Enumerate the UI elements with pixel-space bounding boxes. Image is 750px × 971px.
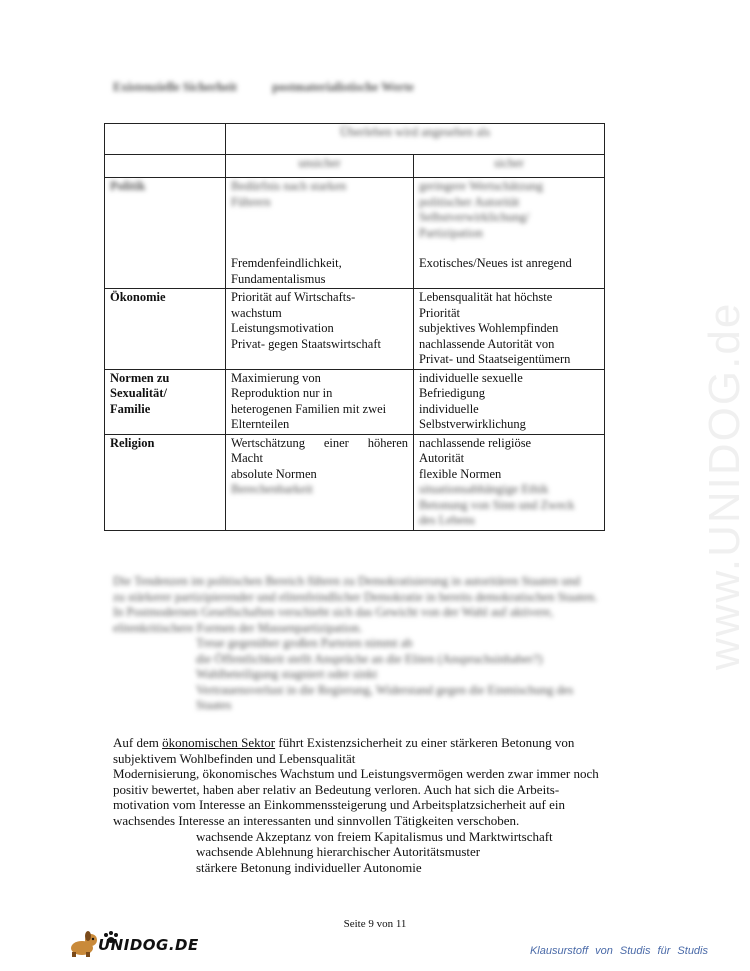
footer-slogan: Klausurstoff von Studis für Studis bbox=[529, 945, 708, 957]
watermark-text: www.UNIDOG.de bbox=[700, 301, 749, 670]
heading-right: postmaterialistische Werte bbox=[272, 80, 414, 94]
cell-politik-sicher-blurred: geringere Wertschätzung politischer Autorität Selbstverwirklichung/ Partizipation bbox=[419, 179, 544, 240]
page-number: Seite 9 von 11 bbox=[343, 918, 407, 930]
logo-text: UNIDOG.DE bbox=[98, 936, 199, 954]
col-header-sicher: sicher bbox=[414, 155, 605, 178]
table-row-religion bbox=[105, 434, 605, 530]
cell-normen-sicher: individuelle sexuelle Befriedigung individuelle Selbstverwirklichung bbox=[414, 369, 605, 434]
col-header-unsicher: unsicher bbox=[226, 155, 414, 178]
cell-religion-sicher-blurred: situationsabhängige Ethik Betonung von Sinn und Zweck des Lebens bbox=[419, 482, 575, 527]
section-heading bbox=[113, 80, 513, 95]
heading-left: Existenzielle Sicherheit bbox=[113, 80, 237, 94]
cell-politik-unsicher-blurred: Bedürfnis nach starken Führern bbox=[231, 179, 347, 209]
cell-politik-sicher: Exotisches/Neues ist anregend bbox=[419, 256, 572, 270]
table-row-normen bbox=[105, 369, 605, 434]
watermark bbox=[660, 255, 749, 675]
table-row-oekonomie bbox=[105, 289, 605, 370]
table-corner-cell bbox=[105, 124, 226, 155]
list-item: stärkere Betonung individueller Autonomie bbox=[196, 859, 422, 875]
cell-oekonomie-sicher: Lebensqualität hat höchste Priorität subjektives Wohlempfinden nachlassende Autorität von Privat- und Staatseigentümern bbox=[414, 289, 605, 370]
economic-sector-paragraph: Auf dem ökonomischen Sektor führt Existenzsicherheit zu einer stärkeren Betonung von subjektivem Wohlbefinden und Lebensqualität Modernisierung, ökonomisches Wachstum und Leistungsvermögen werden zwar immer noch positiv bewertet, haben aber relativ an Bedeutung verloren. Auch hat sich die Arbeits- motivation vom Interesse an Einkommenssteigerung und Arbeitsplatzsicherheit auf ein wachsendes Interesse an interessanten und sinnvollen Tätigkeiten verschoben. wachsende Akzeptanz von freiem Kapitalismus und Marktwirtschaft wachsende Ablehnung hierarchischer Autoritätsmuster stärkere Betonung individueller Autonomie bbox=[113, 735, 643, 875]
cell-normen-unsicher: Maximierung von Reproduktion nur in heterogenen Familien mit zwei Elternteilen bbox=[226, 369, 414, 434]
row-label-religion: Religion bbox=[105, 434, 226, 530]
blurred-paragraph: Die Tendenzen im politischen Bereich führen zu Demokratisierung in autoritären Staaten und zu stärkerer partizipierender und elitenfeindlicher Demokratie in bereits demokratischen Staaten. In Postmodernen Gesellschaften verschiebt sich das Gewicht von der Wahl auf aktivere, elitenkritischere Formen der Massenpartizipation. Treue gegenüber großen Parteien nimmt ab die Öffentlichkeit stellt Ansprüche an die Eliten (Anspruchsinhaber?) Wahlbeteiligung stagniert oder sinkt Vertrauensverlust in die Regierung, Widerstand gegen die Einmischung des Staates bbox=[113, 574, 598, 712]
list-item: wachsende Akzeptanz von freiem Kapitalismus und Marktwirtschaft bbox=[196, 828, 553, 844]
cell-religion-unsicher: Wertschätzung einer höheren Macht absolute Normen Berechenbarkeit bbox=[226, 434, 414, 530]
cell-religion-sicher: nachlassende religiöse Autorität flexible Normen situationsabhängige Ethik Betonung von Sinn und Zweck des Lebens bbox=[414, 434, 605, 530]
row-label-politik: Politik bbox=[110, 179, 146, 193]
table-header-span: Überleben wird angesehen als bbox=[226, 124, 605, 155]
comparison-table bbox=[104, 123, 605, 531]
list-item: wachsende Ablehnung hierarchischer Autoritätsmuster bbox=[196, 844, 481, 860]
table-row-politik bbox=[105, 178, 605, 289]
cell-politik-unsicher: Fremdenfeindlichkeit, Fundamentalismus bbox=[231, 256, 342, 286]
row-label-normen: Normen zu Sexualität/ Familie bbox=[105, 369, 226, 434]
row-label-oekonomie: Ökonomie bbox=[105, 289, 226, 370]
cell-oekonomie-unsicher: Priorität auf Wirtschafts- wachstum Leistungsmotivation Privat- gegen Staatswirtschaft bbox=[226, 289, 414, 370]
economic-sector-term: ökonomischen Sektor bbox=[162, 735, 276, 750]
